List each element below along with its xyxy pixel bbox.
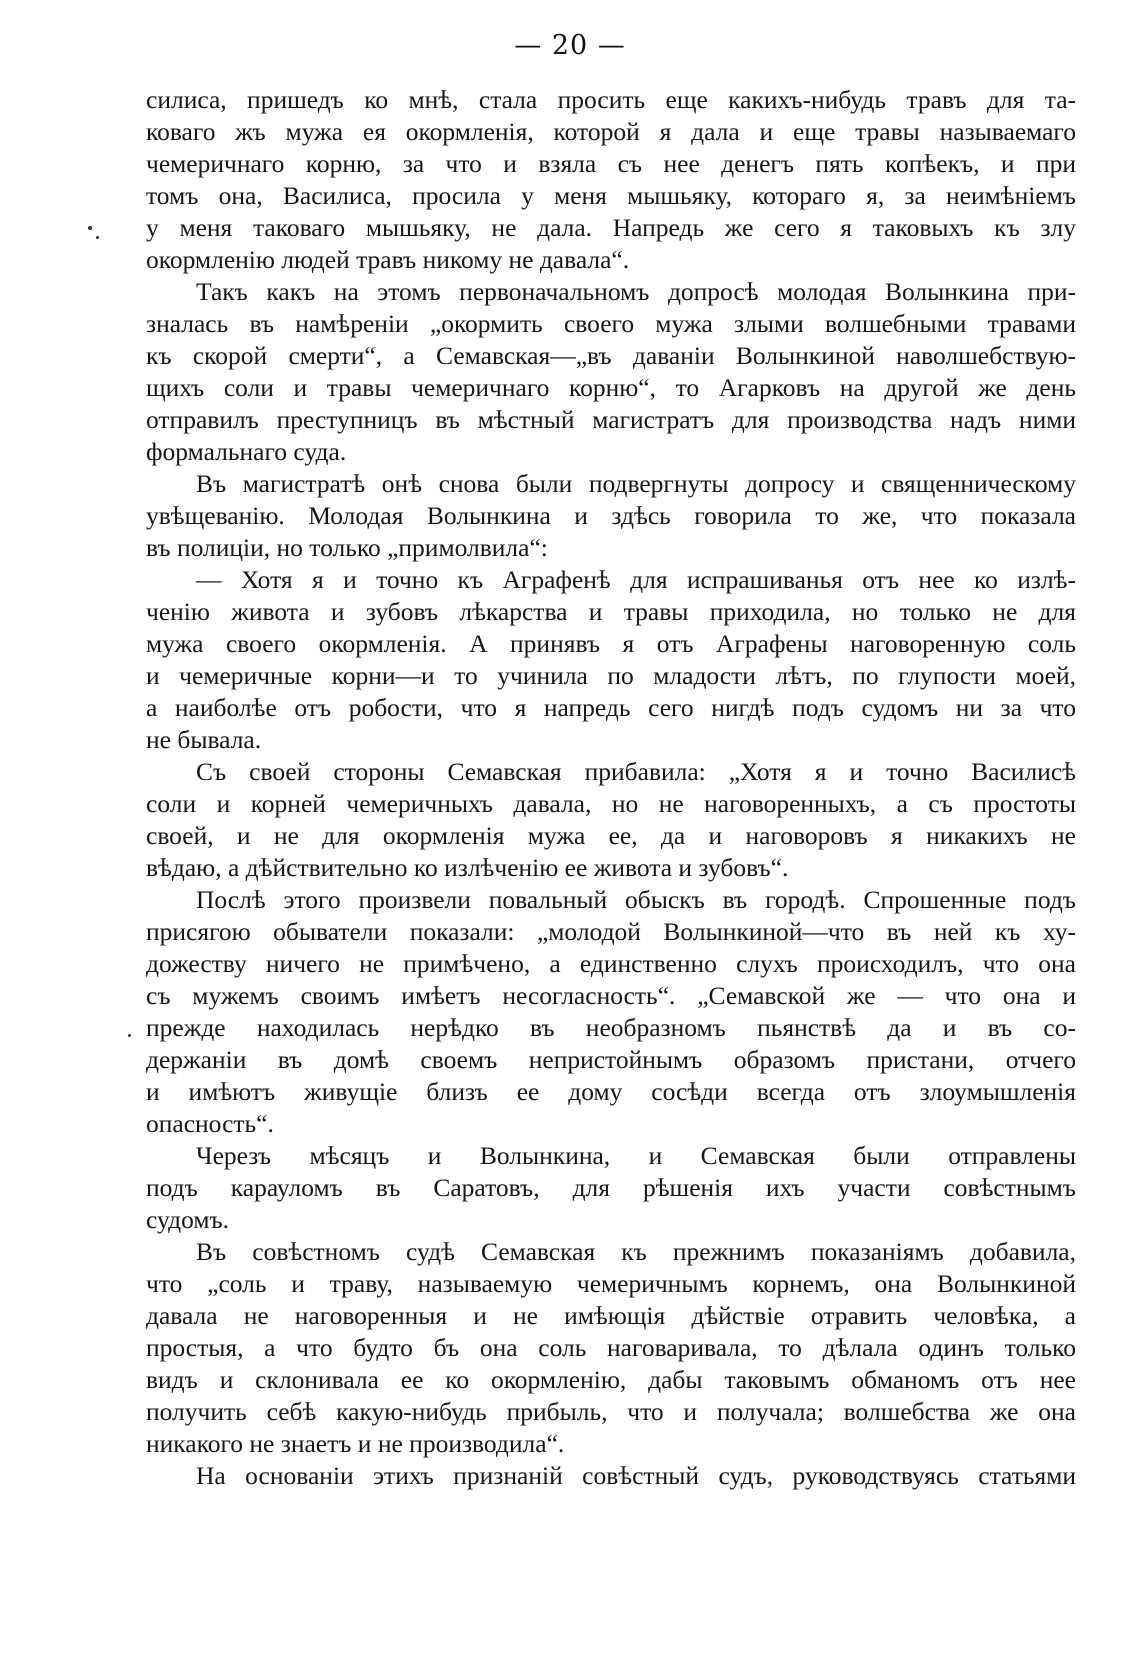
text-line: коваго жъ мужа ея окормленія, которой я дала и еще травы называемаго (146, 117, 1076, 146)
text-line: получить себѣ какую-нибудь прибыль, что и получала; волшебства же она (146, 1397, 1076, 1426)
text-line: щихъ соли и травы чемеричнаго корню“, то Агарковъ на другой же день (146, 373, 1076, 402)
text-line: Черезъ мѣсяцъ и Волынкина, и Семавская были отправлены (196, 1141, 1076, 1170)
text-line: зналась въ намѣреніи „окормить своего мужа злыми волшебными травами (146, 309, 1076, 338)
text-line: присягою обыватели показали: „молодой Волынкиной—что въ ней къ ху- (146, 917, 1076, 946)
scan-speck (88, 226, 92, 230)
text-line: чемеричнаго корню, за что и взяла съ нее денегъ пять копѣекъ, и при (146, 149, 1076, 178)
text-line: видъ и склонивала ее ко окормленію, дабы таковымъ обманомъ отъ нее (146, 1365, 1076, 1394)
text-line: у меня таковаго мышьяку, не дала. Напредь же сего я таковыхъ къ злу (146, 213, 1076, 242)
page-number: — 20 — (514, 30, 626, 61)
text-line: не бывала. (146, 725, 262, 754)
text-line: соли и корней чемеричныхъ давала, но не наговоренныхъ, а съ простоты (146, 789, 1076, 818)
text-line: — Хотя я и точно къ Аграфенѣ для испрашиванья отъ нее ко излѣ- (196, 565, 1076, 594)
body-text (146, 84, 1076, 1492)
text-line: формальнаго суда. (146, 437, 347, 466)
text-line: опасность“. (146, 1109, 274, 1138)
text-line: прежде находилась нерѣдко въ необразномъ пьянствѣ да и въ со- (146, 1013, 1076, 1042)
text-line: Съ своей стороны Семавская прибавила: „Хотя я и точно Василисѣ (196, 757, 1076, 786)
scan-speck (128, 1034, 131, 1037)
text-line: держаніи въ домѣ своемъ непристойнымъ образомъ пристани, отчего (146, 1045, 1076, 1074)
text-line: судомъ. (146, 1205, 230, 1234)
text-line: На основаніи этихъ признаній совѣстный судъ, руководствуясь статьями (196, 1461, 1076, 1490)
text-line: никакого не знаетъ и не производила“. (146, 1429, 565, 1458)
text-line: своей, и не для окормленія мужа ее, да и наговоровъ я никакихъ не (146, 821, 1076, 850)
text-line: Въ магистратѣ онѣ снова были подвергнуты допросу и священническому (196, 469, 1076, 498)
text-line: съ мужемъ своимъ имѣетъ несогласность“. „Семавской же — что она и (146, 981, 1076, 1010)
text-line: мужа своего окормленія. А принявъ я отъ Аграфены наговоренную соль (146, 629, 1076, 658)
scan-speck (96, 236, 99, 239)
text-line: ченію живота и зубовъ лѣкарства и травы приходила, но только не для (146, 597, 1076, 626)
text-line: Послѣ этого произвели повальный обыскъ въ городѣ. Спрошенные подъ (196, 885, 1076, 914)
text-line: отправилъ преступницъ въ мѣстный магистратъ для производства надъ ними (146, 405, 1076, 434)
text-line: Такъ какъ на этомъ первоначальномъ допросѣ молодая Волынкина при- (196, 277, 1076, 306)
text-line: давала не наговоренныя и не имѣющія дѣйствіе отравить человѣка, а (146, 1301, 1076, 1330)
text-line: окормленію людей травъ никому не давала“. (146, 245, 630, 274)
text-line: вѣдаю, а дѣйствительно ко излѣченію ее живота и зубовъ“. (146, 853, 789, 882)
text-line: въ полиціи, но только „примолвила“: (146, 533, 548, 562)
text-line: Въ совѣстномъ судѣ Семавская къ прежнимъ показаніямъ добавила, (196, 1237, 1076, 1266)
text-line: простыя, а что будто бъ она соль наговаривала, то дѣлала одинъ только (146, 1333, 1076, 1362)
text-line: къ скорой смерти“, а Семавская—„въ даваніи Волынкиной наволшебствую- (146, 341, 1076, 370)
text-line: увѣщеванію. Молодая Волынкина и здѣсь говорила то же, что показала (146, 501, 1076, 530)
text-line: томъ она, Василиса, просила у меня мышьяку, котораго я, за неимѣніемъ (146, 181, 1076, 210)
text-line: и чемеричные корни—и то учинила по младости лѣтъ, по глупости моей, (146, 661, 1076, 690)
text-line: силиса, пришедъ ко мнѣ, стала просить еще какихъ-нибудь травъ для та- (146, 85, 1076, 114)
text-line: что „соль и траву, называемую чемеричнымъ корнемъ, она Волынкиной (146, 1269, 1076, 1298)
text-line: а наиболѣе отъ робости, что я напредь сего нигдѣ подъ судомъ ни за что (146, 693, 1076, 722)
text-line: дожеству ничего не примѣчено, а единственно слухъ происходилъ, что она (146, 949, 1076, 978)
text-line: подъ карауломъ въ Саратовъ, для рѣшенія ихъ участи совѣстнымъ (146, 1173, 1076, 1202)
text-line: и имѣютъ живущіе близъ ее дому сосѣди всегда отъ злоумышленія (146, 1077, 1076, 1106)
